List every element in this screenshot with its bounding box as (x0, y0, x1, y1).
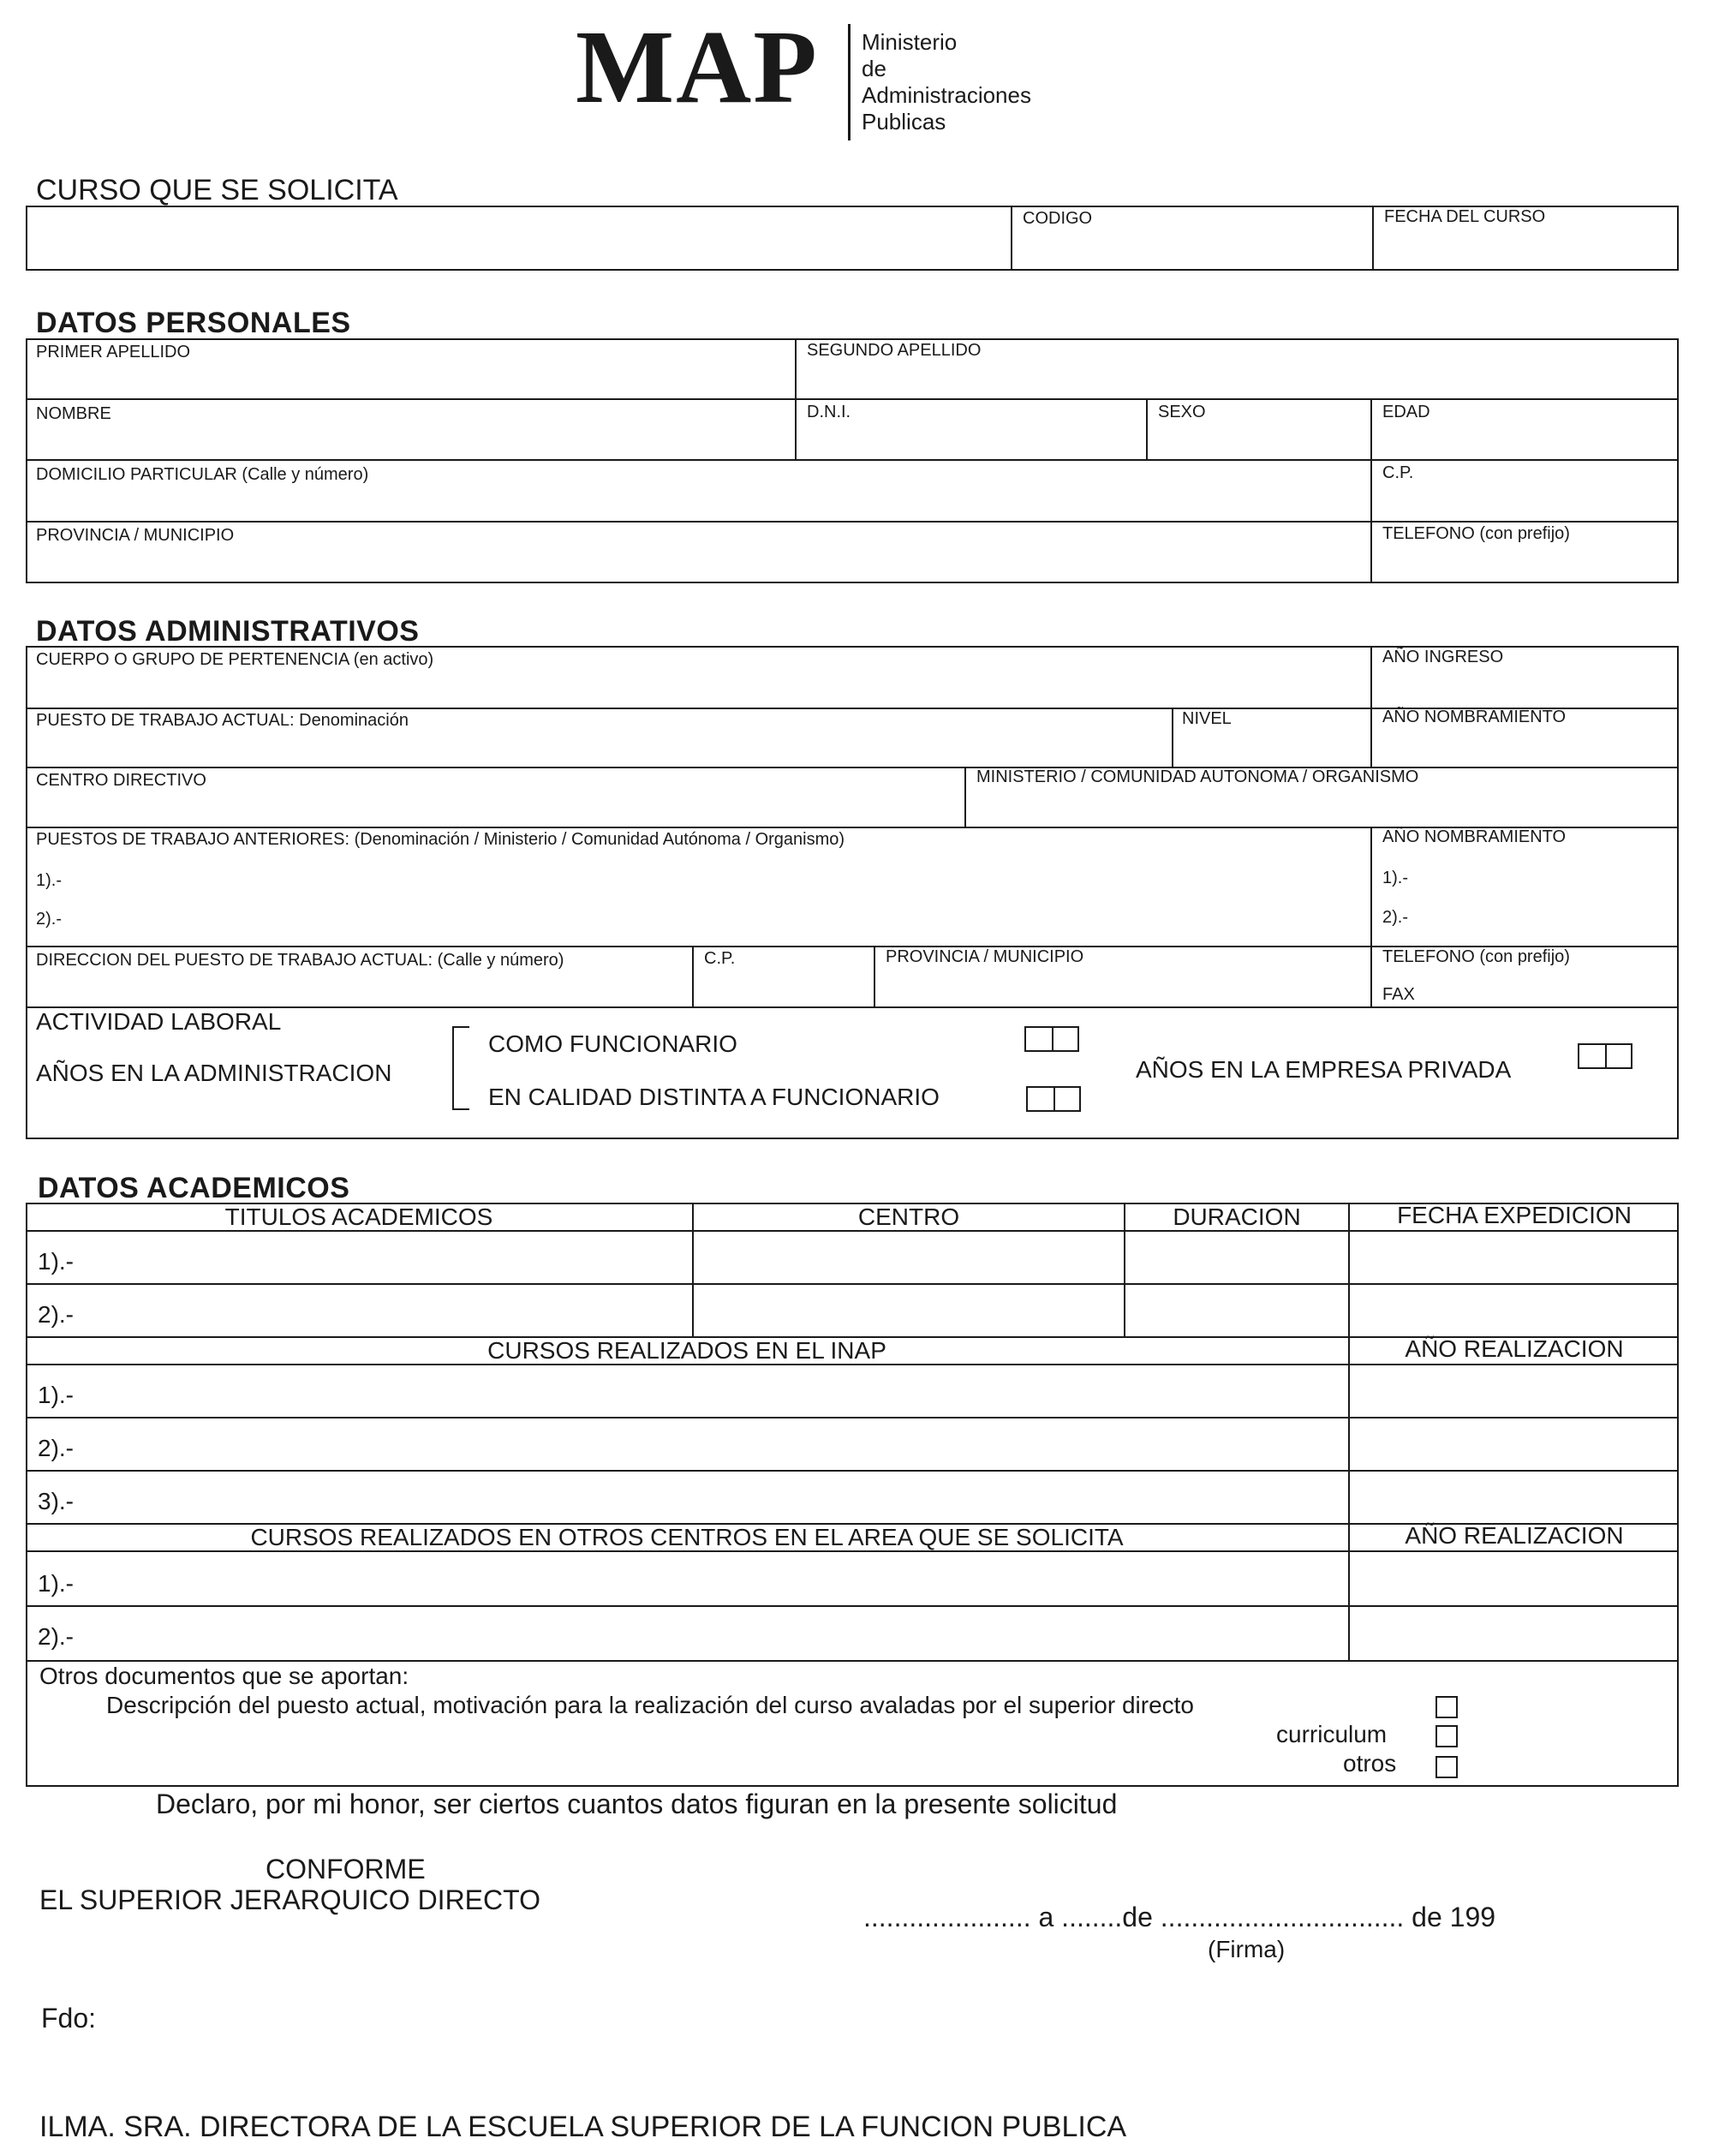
otros-item-1: 1).- (38, 1570, 74, 1597)
ministry-name (862, 29, 1031, 135)
divider (1011, 206, 1012, 271)
ministry-line: Ministerio (862, 29, 958, 55)
domicilio-label: DOMICILIO PARTICULAR (Calle y número) (36, 465, 369, 484)
inap-item-2: 2).- (38, 1435, 74, 1461)
col-centro-header: CENTRO (857, 1203, 960, 1230)
anterior-item-2: 2).- (36, 910, 62, 929)
divider (26, 398, 1679, 400)
divider (1172, 708, 1173, 767)
anterior-ano-1: 1).- (1382, 869, 1408, 887)
otros-centros-header: CURSOS REALIZADOS EN OTROS CENTROS EN EL AREA QUE SE SOLICITA (250, 1524, 1124, 1550)
codigo-label: CODIGO (1023, 209, 1093, 228)
ano-ingreso-label: AÑO INGRESO (1382, 648, 1504, 666)
actividad-laboral-label: ACTIVIDAD LABORAL (36, 1008, 282, 1035)
divider (26, 1605, 1679, 1607)
direccion-telefono-label: TELEFONO (con prefijo) (1382, 947, 1570, 966)
otros-item-2: 2).- (38, 1623, 74, 1650)
datos-academicos-title: DATOS ACADEMICOS (38, 1172, 350, 1204)
centro-directivo-label: CENTRO DIRECTIVO (36, 771, 206, 790)
anterior-item-1: 1).- (36, 871, 62, 890)
ano-realizacion-header: AÑO REALIZACION (1405, 1335, 1624, 1362)
divider (26, 1417, 1679, 1418)
nivel-label: NIVEL (1182, 709, 1232, 728)
col-fecha-header: FECHA EXPEDICION (1397, 1202, 1632, 1228)
datos-administrativos-title: DATOS ADMINISTRATIVOS (36, 615, 420, 648)
otros-label: otros (1343, 1750, 1397, 1777)
telefono-label: TELEFONO (con prefijo) (1382, 524, 1570, 543)
ministry-line: Administraciones (862, 82, 1031, 108)
divider (26, 767, 1679, 768)
anterior-ano-2: 2).- (1382, 908, 1408, 927)
dni-label: D.N.I. (807, 403, 851, 421)
ano-nombramiento-label: AÑO NOMBRAMIENTO (1382, 708, 1567, 726)
divider (874, 946, 875, 1006)
inap-item-3: 3).- (38, 1488, 74, 1514)
col-titulos-header: TITULOS ACADEMICOS (224, 1203, 493, 1230)
divider (26, 1550, 1679, 1552)
direccion-label: DIRECCION DEL PUESTO DE TRABAJO ACTUAL: (Calle y número) (36, 951, 564, 970)
bracket (452, 1026, 469, 1028)
divider (26, 1283, 1679, 1285)
descripcion-checkbox[interactable] (1435, 1696, 1458, 1718)
col-duracion-header: DURACION (1173, 1203, 1301, 1230)
sexo-label: SEXO (1158, 403, 1206, 421)
curriculum-label: curriculum (1276, 1721, 1388, 1747)
nombre-label: NOMBRE (36, 404, 111, 423)
puesto-actual-label: PUESTO DE TRABAJO ACTUAL: Denominación (36, 711, 409, 730)
direccion-cp-label: C.P. (704, 949, 736, 968)
edad-label: EDAD (1382, 403, 1430, 421)
datos-personales-title: DATOS PERSONALES (36, 307, 351, 339)
divider (1370, 398, 1372, 583)
divider (1370, 827, 1372, 1006)
ano-nombramiento-anteriores-label: AÑO NOMBRAMIENTO (1382, 827, 1567, 846)
otros-documentos-label: Otros documentos que se aportan: (39, 1663, 409, 1689)
divider (692, 946, 694, 1006)
inap-item-1: 1).- (38, 1382, 74, 1408)
personales-box (26, 338, 1679, 583)
firma-label: (Firma) (1208, 1936, 1286, 1962)
como-funcionario-years-input[interactable] (1024, 1026, 1079, 1052)
conforme-label: CONFORME (266, 1854, 426, 1884)
empresa-privada-years-input[interactable] (1578, 1043, 1632, 1069)
divider (26, 1660, 1679, 1662)
primer-apellido-label: PRIMER APELLIDO (36, 343, 191, 361)
divider (26, 459, 1679, 461)
anos-administracion-label: AÑOS EN LA ADMINISTRACION (36, 1060, 392, 1086)
calidad-distinta-years-input[interactable] (1026, 1086, 1081, 1112)
divider (1370, 646, 1372, 767)
calidad-distinta-label: EN CALIDAD DISTINTA A FUNCIONARIO (488, 1084, 940, 1110)
divider (26, 1470, 1679, 1472)
fax-label: FAX (1382, 985, 1415, 1004)
fecha-curso-label: FECHA DEL CURSO (1384, 207, 1546, 226)
divider (1146, 398, 1148, 459)
fdo-label: Fdo: (41, 2003, 97, 2034)
curso-title: CURSO QUE SE SOLICITA (36, 174, 398, 206)
titulo-item-2: 2).- (38, 1301, 74, 1328)
divider (964, 767, 966, 827)
bracket (452, 1026, 454, 1110)
divider (26, 521, 1679, 523)
fecha-line: ...................... a ........de ................................ de 199 (863, 1902, 1496, 1932)
divider (26, 1230, 1679, 1232)
logo-divider (848, 24, 851, 140)
declaracion-text: Declaro, por mi honor, ser ciertos cuantos datos figuran en la presente solicitud (156, 1789, 1118, 1819)
divider (1372, 206, 1374, 271)
titulo-item-1: 1).- (38, 1248, 74, 1275)
curriculum-checkbox[interactable] (1435, 1725, 1458, 1747)
como-funcionario-label: COMO FUNCIONARIO (488, 1030, 737, 1057)
segundo-apellido-label: SEGUNDO APELLIDO (807, 341, 982, 360)
otros-checkbox[interactable] (1435, 1756, 1458, 1778)
superior-label: EL SUPERIOR JERARQUICO DIRECTO (39, 1884, 540, 1915)
direccion-provincia-label: PROVINCIA / MUNICIPIO (886, 947, 1084, 966)
divider (26, 1364, 1679, 1365)
puestos-anteriores-label: PUESTOS DE TRABAJO ANTERIORES: (Denominación / Ministerio / Comunidad Autónoma / Organismo) (36, 830, 845, 849)
map-logo: MAP (576, 9, 819, 125)
ministerio-label: MINISTERIO / COMUNIDAD AUTONOMA / ORGANISMO (976, 767, 1419, 786)
ano-realizacion-otros-header: AÑO REALIZACION (1405, 1522, 1624, 1549)
cuerpo-label: CUERPO O GRUPO DE PERTENENCIA (en activo) (36, 650, 434, 669)
divider (1348, 1203, 1350, 1660)
ministry-line: Publicas (862, 109, 946, 134)
divider (795, 338, 797, 459)
cp-label: C.P. (1382, 463, 1414, 482)
destinatario-text: ILMA. SRA. DIRECTORA DE LA ESCUELA SUPERIOR DE LA FUNCION PUBLICA (39, 2111, 1127, 2143)
descripcion-puesto-label: Descripción del puesto actual, motivación para la realización del curso avaladas por el superior directo (106, 1692, 1195, 1718)
ministry-line: de (862, 56, 886, 81)
provincia-label: PROVINCIA / MUNICIPIO (36, 526, 235, 545)
anos-empresa-privada-label: AÑOS EN LA EMPRESA PRIVADA (1136, 1056, 1512, 1083)
bracket (452, 1108, 469, 1110)
inap-header: CURSOS REALIZADOS EN EL INAP (487, 1337, 886, 1364)
